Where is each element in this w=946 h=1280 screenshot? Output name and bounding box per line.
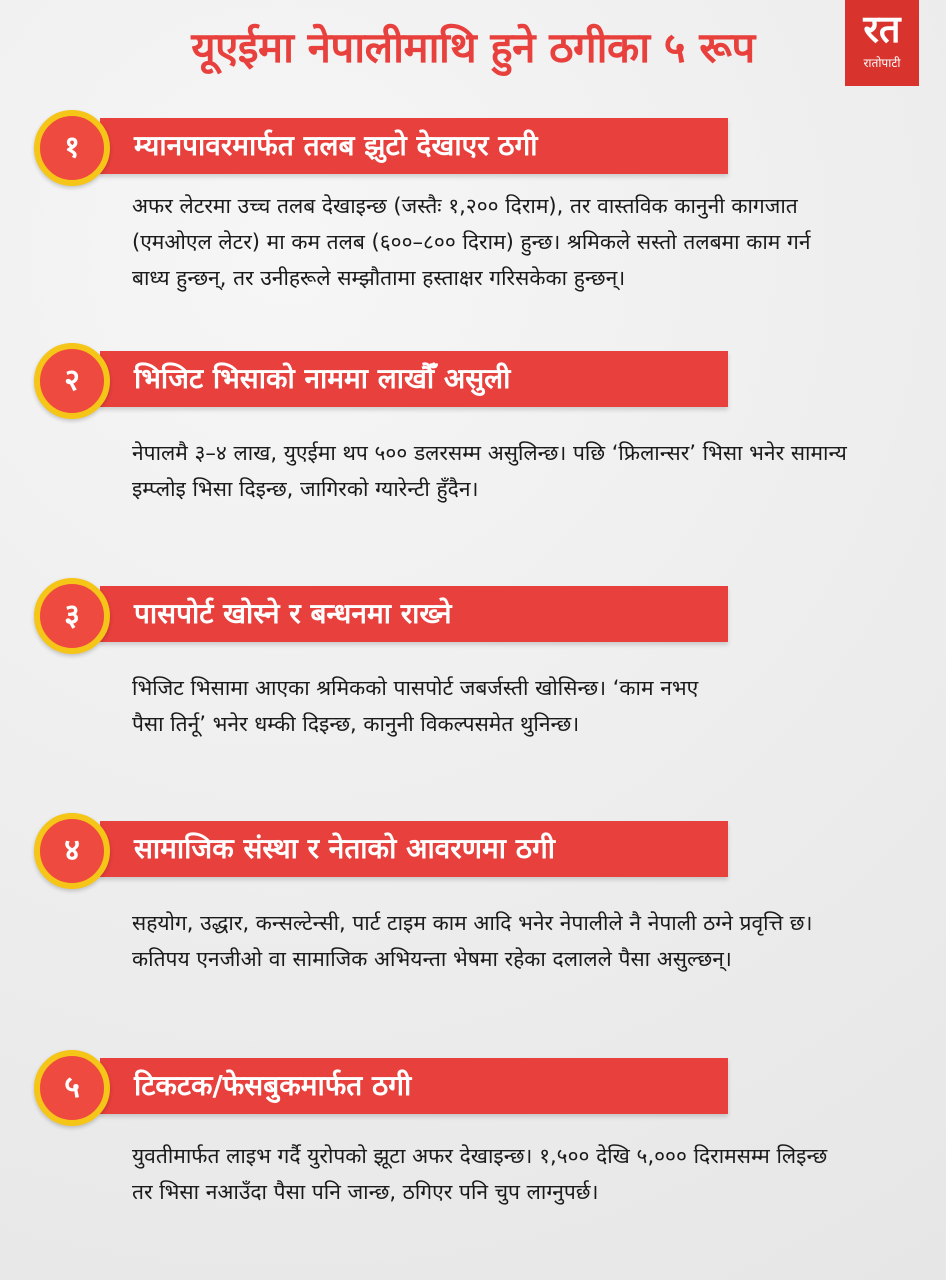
section-number-badge: ५ (34, 1050, 110, 1126)
section-number-badge: ४ (34, 813, 110, 889)
section-heading: भिजिट भिसाको नाममा लाखौँ असुली (134, 362, 511, 395)
logo-text: रातोपाटी (863, 56, 901, 70)
section-heading-banner (100, 351, 728, 407)
logo-mark: रत (863, 6, 901, 51)
section-number-badge: २ (34, 343, 110, 419)
section-body: अफर लेटरमा उच्च तलब देखाइन्छ (जस्तैः १,२०० दिराम), तर वास्तविक कानुनी कागजात (एमओएल लेटर) मा कम तलब (६००–८०० दिराम) हुन्छ। श्रमिकले सस्तो तलबमा काम गर्न बाध्य हुन्छन्, तर उनीहरूले सम्झौतामा हस्ताक्षर गरिसकेका हुन्छन्। (132, 194, 811, 290)
ratopati-logo (845, 0, 919, 86)
section-body: सहयोग, उद्धार, कन्सल्टेन्सी, पार्ट टाइम काम आदि भनेर नेपालीले नै नेपाली ठग्ने प्रवृत्ति छ। कतिपय एनजीओ वा सामाजिक अभियन्ता भेषमा रहेका दलालले पैसा असुल्छन्। (132, 911, 813, 971)
section-body: नेपालमै ३–४ लाख, युएईमा थप ५०० डलरसम्म असुलिन्छ। पछि ‘फ्रिलान्सर’ भिसा भनेर सामान्य इम्प्लोइ भिसा दिइन्छ, जागिरको ग्यारेन्टी हुँदैन। (132, 441, 847, 501)
section-heading-banner (100, 1058, 728, 1114)
section-body: भिजिट भिसामा आएका श्रमिकको पासपोर्ट जबर्जस्ती खोसिन्छ। ‘काम नभए पैसा तिर्नू’ भनेर धम्की दिइन्छ, कानुनी विकल्पसमेत थुनिन्छ। (132, 676, 699, 736)
section-body: युवतीमार्फत लाइभ गर्दै युरोपको झूटा अफर देखाइन्छ। १,५०० देखि ५,००० दिरामसम्म लिइन्छ तर भिसा नआउँदा पैसा पनि जान्छ, ठगिएर पनि चुप लाग्नुपर्छ। (132, 1144, 828, 1204)
section-number-badge: ३ (34, 578, 110, 654)
section-heading-banner (100, 821, 728, 877)
section-heading: सामाजिक संस्था र नेताको आवरणमा ठगी (134, 832, 555, 865)
section-heading-banner (100, 586, 728, 642)
page-title: यूएईमा नेपालीमाथि हुने ठगीका ५ रूप (191, 23, 755, 72)
section-number-badge: १ (34, 110, 110, 186)
section-heading: टिकटक/फेसबुकमार्फत ठगी (134, 1069, 412, 1102)
section-heading: म्यानपावरमार्फत तलब झुटो देखाएर ठगी (134, 129, 538, 162)
section-heading: पासपोर्ट खोस्ने र बन्धनमा राख्ने (134, 597, 452, 630)
section-heading-banner (100, 118, 728, 174)
